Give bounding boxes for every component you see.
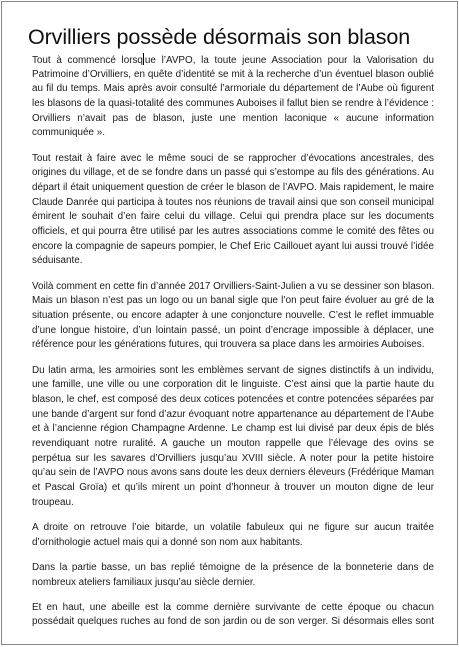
text-line: et à l’ancienne région Champagne Ardenne. Le champ est lui divisé par deux épis de blés [32,423,434,435]
text-line: les blasons de la quasi-totalité des communes Auboises il fallut bien se rendre à l’évidence : [32,98,434,110]
text-line: encore la compagnie de sapeurs pompier, le Chef Eric Caillouet ayant lui aussi trouvé l’idée [32,240,434,252]
text-line: Claude Danrée qui participa à toutes nos réunions de travail ainsi que son conseil municipal [32,196,434,208]
text-line: possédait quelques ruches au fond de son jardin ou de son verger. Si désormais elles sont [32,616,434,628]
paragraph [32,152,434,270]
text-line: Voilà comment en cette fin d’année 2017 Orvilliers-Saint-Julien a vu se dessiner son blason. [32,280,435,292]
paragraph [32,53,434,141]
text-line: séduisante. [32,255,83,267]
text-line: émirent le souhait d’en faire celui du village. Celui qui prendra place sur les documents [32,211,434,223]
text-line: blason, le chef, est composé des deux cotices potencées et contre potencées séparées par [32,393,434,405]
text-line: officiels, et qui pourra être utilisé par les autres associations comme le comité des fêtes ou [32,226,434,238]
paragraph [32,364,434,511]
text-line: Patrimoine d’Orvilliers, en quête d’identité se mit à la recherche d’un éventuel blason oublié [32,68,434,80]
text-line: qu’au sein de l’AVPO nous avons sans doute les deux derniers éleveurs (Frédérique Maman [32,467,434,479]
document-body[interactable] [32,53,434,641]
text-line: Mais un blason n’est pas un logo ou un banal sigle que l’on peut faire évoluer au gré de la [32,295,434,307]
text-line: revendiquant notre ruralité. A gauche un mouton rappelle que l’élevage des ovins se [32,438,434,449]
text-line: Tout restait à faire avec le même souci de se rapprocher d’évocations ancestrales, des [32,152,434,164]
text-line: et Pascal Groïa) et qu’ils mirent un point d’honneur à trouver un mouton digne de leur [32,482,434,494]
text-line: Et en haut, une abeille est la comme dernière survivante de cette époque ou chacun [32,601,434,613]
text-line: d’ornithologie actuel mais qui a donné son nom aux habitants. [32,536,303,548]
text-line: départ il était uniquement question de créer le blason de l’AVPO. Mais rapidement, le maire [32,182,434,193]
text-line: troupeau. [32,496,74,508]
text-line: situation présente, ou encore adapter à une conjoncture nouvelle. C’est le reflet immuable [32,310,434,321]
text-line: Du latin arma, les armoiries sont les emblèmes servant de signes distinctifs à un individu, [32,364,434,376]
text-line: au fil du temps. Mais après avoir consulté l’armoriale du département de l’Aube où figurent [32,83,434,95]
document-page [1,1,458,645]
text-line: d’une longue histoire, d’un lointain passé, un point d’encrage impossible à déplacer, une [32,324,434,336]
paragraph [32,521,434,550]
paragraph [32,561,434,590]
text-line: référence pour les générations futures, qui trouvera sa place dans les armoiries Auboises. [32,339,425,351]
text-line: une famille, une ville ou une corporation dit le linguiste. C’est ainsi que la partie haute du [32,379,434,391]
text-line: A droite on retrouve l’oie bitarde, un volatile fabuleux qui ne figure sur aucun traitée [32,521,434,533]
document-title: Orvilliers possède désormais son blason [28,25,411,50]
text-line: communiquée ». [32,127,106,139]
text-line: Orvilliers n’avait pas de blason, juste une mention laconique « aucune information [32,112,434,124]
text-line: nombreux ateliers familiaux jusqu’au siècle dernier. [32,576,256,588]
paragraph [32,601,434,630]
text-line: origines du village, et de se fondre dans un passé qui s’estompe au fils des générations. Au [32,167,434,179]
text-line: perpétua sur les savares d’Orvilliers jusqu’au XVIII siècle. A noter pour la petite histoire [32,452,434,464]
text-line: Tout à commencé lorsq ue l’AVPO, la toute jeune Association pour la Valorisation du [32,55,434,66]
paragraph [32,280,434,353]
text-line: Dans la partie basse, un bas replié témoigne de la présence de la bonneterie dans de [32,561,434,573]
text-line: une bande d’argent sur fond d’azur évoquant notre appartenance au département de l’Aube [32,408,434,420]
